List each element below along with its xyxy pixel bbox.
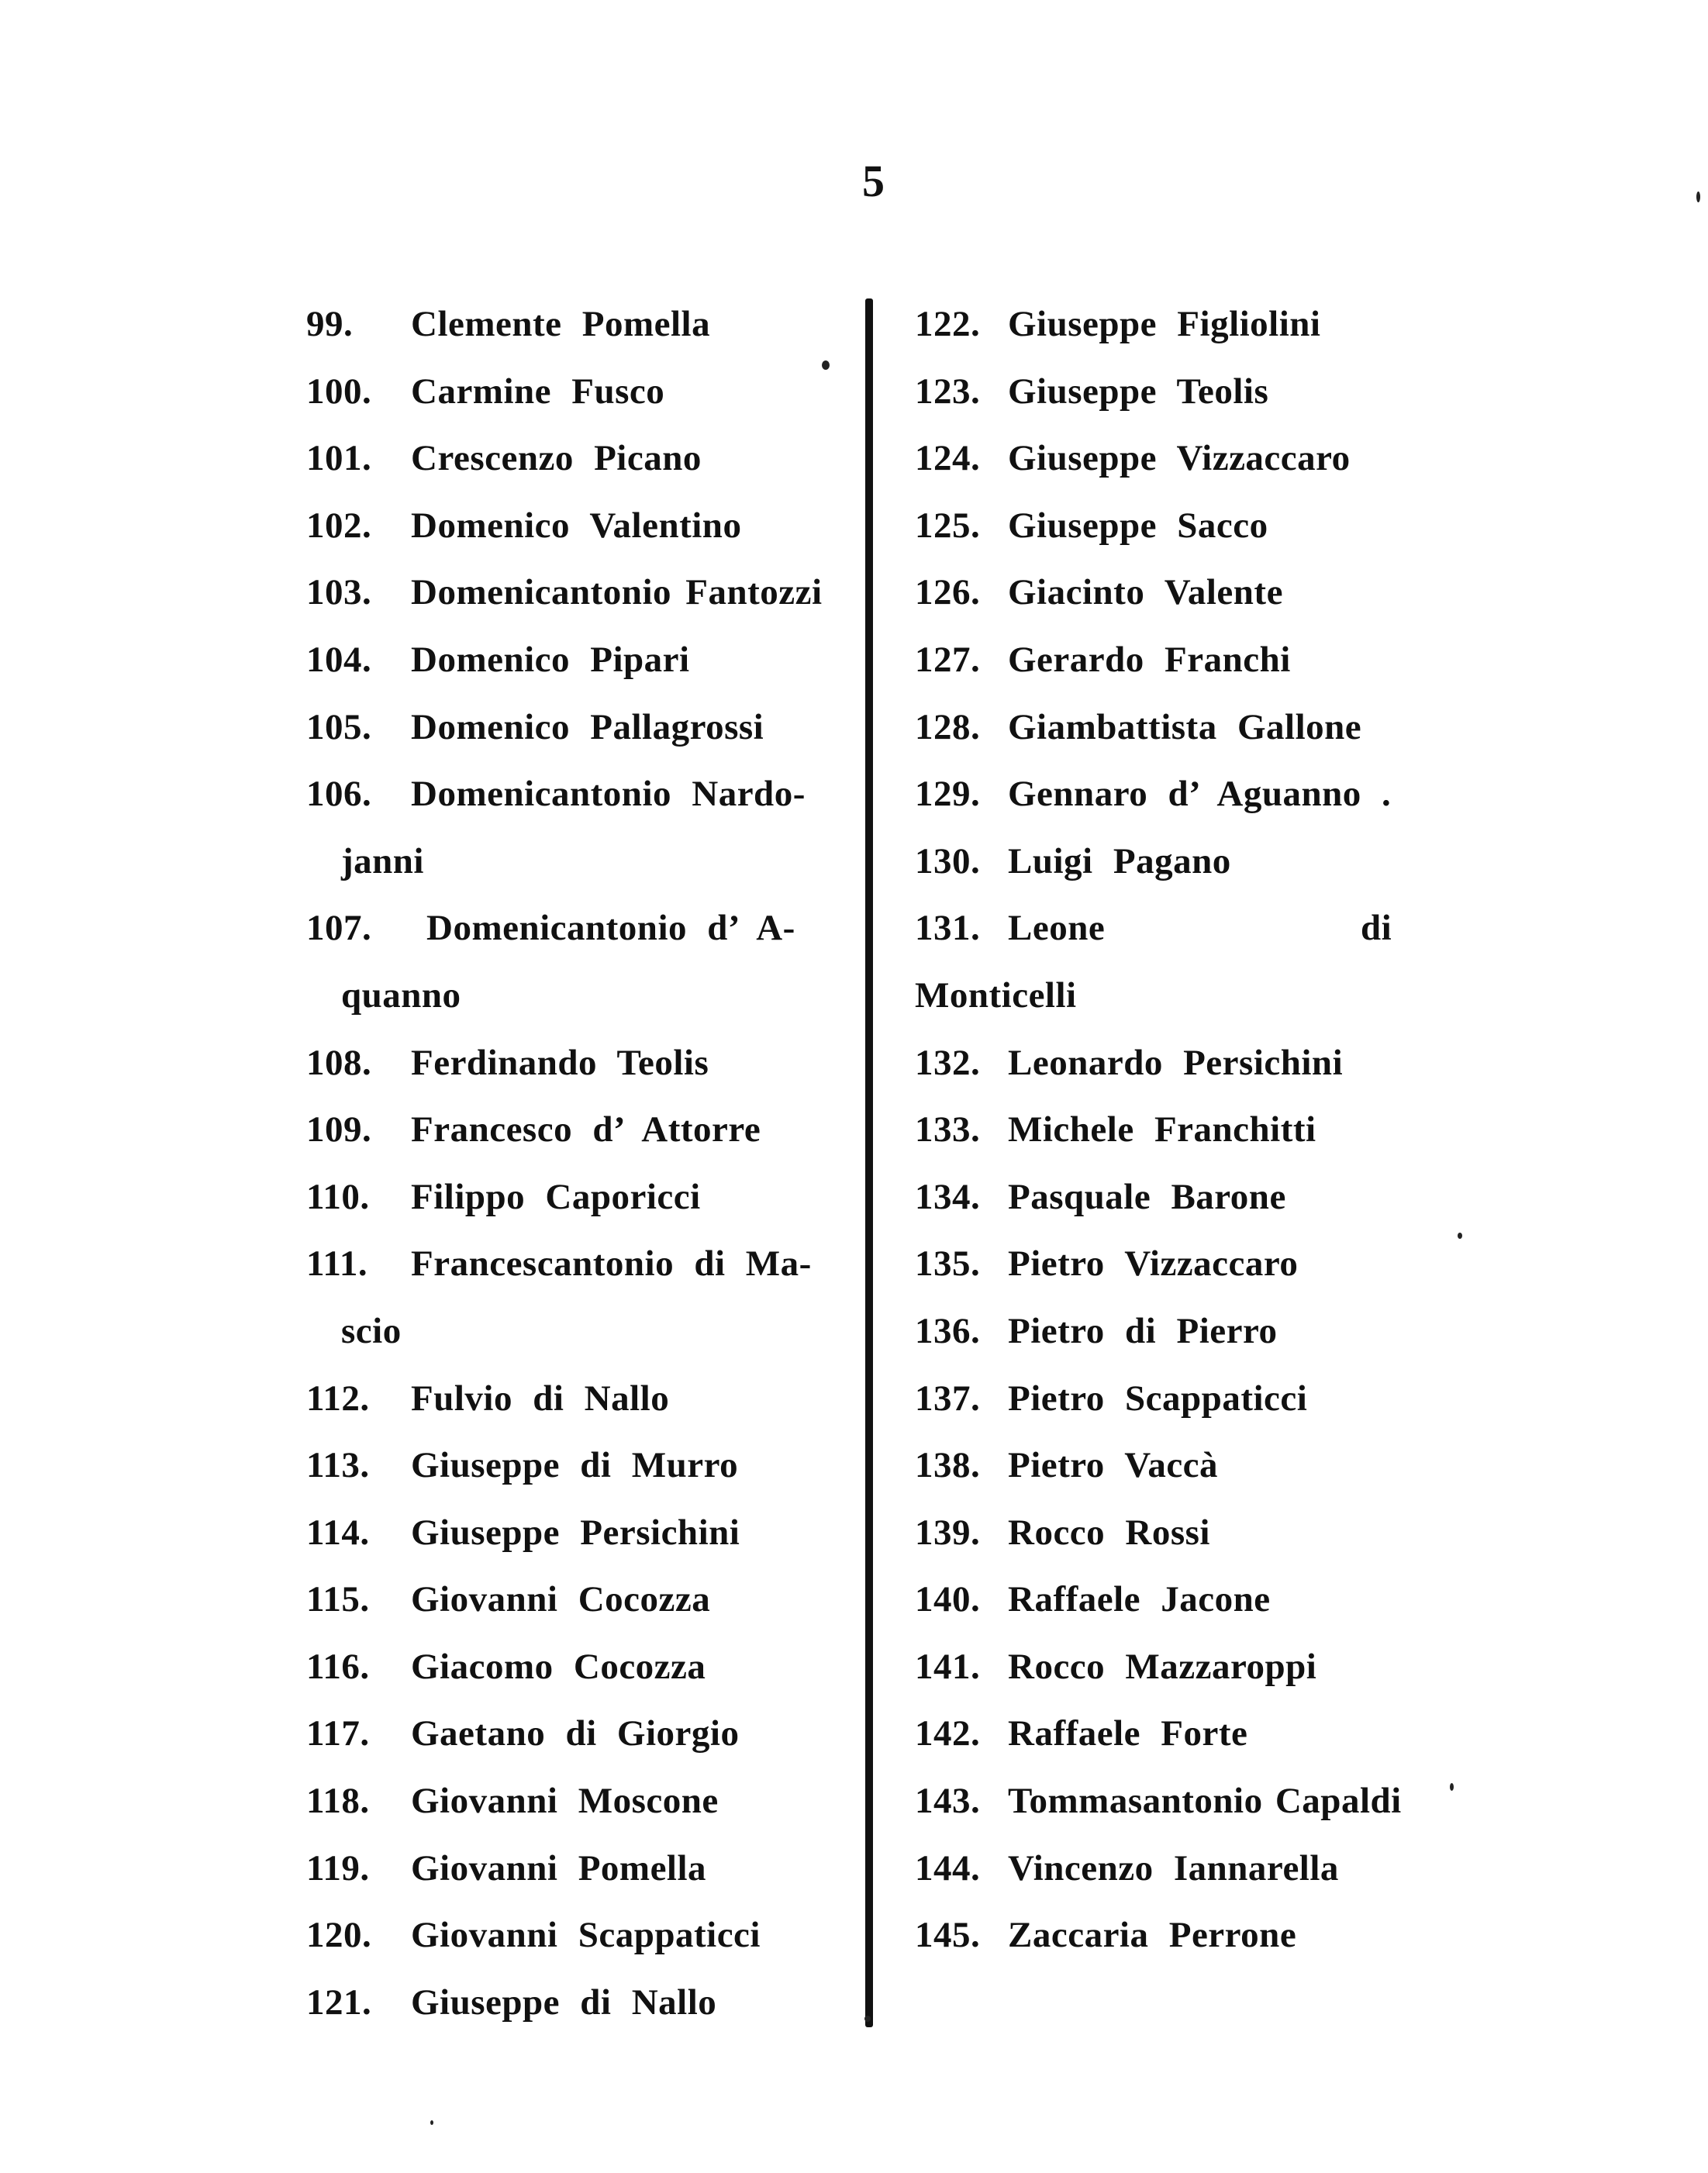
list-item xyxy=(915,1768,1442,1835)
item-name: Fulvio di Nallo xyxy=(411,1378,670,1419)
right-column xyxy=(915,291,1442,1969)
list-item xyxy=(915,1030,1442,1097)
item-name: Giovanni Cocozza xyxy=(411,1579,711,1620)
item-number: 132. xyxy=(915,1042,981,1083)
item-number: 137. xyxy=(915,1378,981,1419)
list-item xyxy=(915,492,1442,560)
item-name: Giacomo Cocozza xyxy=(411,1646,706,1687)
item-number: 110. xyxy=(306,1176,370,1217)
list-item xyxy=(306,1365,849,1433)
list-item xyxy=(306,291,849,358)
list-item xyxy=(306,694,849,761)
item-name: Giacinto Valente xyxy=(1008,572,1283,613)
item-number: 128. xyxy=(915,706,981,747)
list-item xyxy=(915,1902,1442,1969)
list-item xyxy=(306,1499,849,1567)
item-name: Giuseppe di Murro xyxy=(411,1445,739,1486)
item-number: 108. xyxy=(306,1042,372,1083)
item-name: Domenicantonio Fantozzi xyxy=(411,572,823,613)
item-number: 121. xyxy=(306,1982,372,2023)
list-item xyxy=(915,1164,1442,1231)
item-name: Michele Franchitti xyxy=(1008,1109,1316,1150)
list-item xyxy=(306,1768,849,1835)
item-name: Giuseppe Persichini xyxy=(411,1512,740,1553)
page-number: 5 xyxy=(862,156,885,206)
item-name: Pietro di Pierro xyxy=(1008,1310,1278,1351)
item-number: 101. xyxy=(306,438,372,479)
list-item xyxy=(306,559,849,626)
item-number: 115. xyxy=(306,1579,370,1620)
list-item xyxy=(306,1566,849,1633)
item-number: 111. xyxy=(306,1243,368,1285)
item-name: Tommasantonio Capaldi xyxy=(1008,1781,1402,1822)
list-item xyxy=(915,1499,1442,1567)
scan-speck xyxy=(430,2120,433,2125)
list-item xyxy=(915,1096,1442,1164)
item-name: Pietro Vizzaccaro xyxy=(1008,1243,1299,1285)
item-number: 123. xyxy=(915,371,981,412)
list-item xyxy=(915,559,1442,626)
item-name: Luigi Pagano xyxy=(1008,840,1231,881)
column-divider-rule xyxy=(865,298,873,2027)
item-name-first: Leone xyxy=(1008,908,1106,949)
item-name: Domenico Valentino xyxy=(411,505,742,546)
item-number: 133. xyxy=(915,1109,981,1150)
item-name: Rocco Rossi xyxy=(1008,1512,1210,1553)
scan-speck xyxy=(1450,1783,1454,1791)
item-number: 145. xyxy=(915,1915,981,1956)
item-name: Filippo Caporicci xyxy=(411,1176,701,1217)
item-name: Domenicantonio Nardo- xyxy=(411,774,806,815)
list-item xyxy=(306,1230,849,1298)
item-name: Ferdinando Teolis xyxy=(411,1042,709,1083)
item-name: Clemente Pomella xyxy=(411,304,711,344)
item-number: 102. xyxy=(306,505,372,546)
list-item xyxy=(915,1835,1442,1902)
item-number: 109. xyxy=(306,1109,372,1150)
item-number: 135. xyxy=(915,1243,981,1285)
item-name: Rocco Mazzaroppi xyxy=(1008,1646,1317,1687)
item-name: Pietro Scappaticci xyxy=(1008,1378,1308,1419)
item-name: Raffaele Forte xyxy=(1008,1713,1248,1754)
item-name: Giuseppe di Nallo xyxy=(411,1982,717,2023)
item-name: Giuseppe Vizzaccaro xyxy=(1008,438,1351,479)
list-item xyxy=(915,895,1442,962)
list-item xyxy=(306,1633,849,1701)
item-number: 138. xyxy=(915,1445,981,1486)
item-name: Pasquale Barone xyxy=(1008,1176,1286,1217)
list-item-continuation xyxy=(306,1298,849,1365)
list-item-continuation xyxy=(915,962,1442,1030)
list-item xyxy=(915,291,1442,358)
item-number: 142. xyxy=(915,1713,981,1754)
item-name-continuation: janni xyxy=(341,840,424,881)
item-number: 120. xyxy=(306,1915,372,1956)
item-name: Domenicantonio d’ A- xyxy=(426,908,795,949)
scan-speck xyxy=(1696,191,1700,202)
scan-speck xyxy=(864,2016,871,2022)
list-item xyxy=(915,425,1442,492)
item-number: 124. xyxy=(915,438,981,479)
list-item xyxy=(306,1902,849,1969)
item-name: Vincenzo Iannarella xyxy=(1008,1847,1339,1888)
list-item xyxy=(306,1835,849,1902)
item-number: 119. xyxy=(306,1847,370,1888)
list-item xyxy=(306,895,849,962)
item-number: 143. xyxy=(915,1781,981,1822)
item-number: 122. xyxy=(915,304,981,344)
list-item xyxy=(915,761,1442,828)
item-name: Giuseppe Sacco xyxy=(1008,505,1268,546)
list-item-continuation xyxy=(306,962,849,1030)
item-number: 112. xyxy=(306,1378,370,1419)
item-name: Pietro Vaccà xyxy=(1008,1445,1219,1486)
left-column xyxy=(306,291,849,2036)
list-item-continuation xyxy=(306,828,849,895)
list-item xyxy=(306,626,849,694)
list-item xyxy=(915,626,1442,694)
item-number: 129. xyxy=(915,774,981,815)
list-item xyxy=(915,828,1442,895)
item-name: Gennaro d’ Aguanno . xyxy=(1008,774,1392,815)
item-name: Zaccaria Perrone xyxy=(1008,1915,1297,1956)
item-number: 107. xyxy=(306,908,372,949)
list-item xyxy=(915,1365,1442,1433)
list-item xyxy=(915,1700,1442,1768)
item-number: 136. xyxy=(915,1310,981,1351)
item-name-last: di xyxy=(1361,908,1392,949)
item-number: 113. xyxy=(306,1445,370,1486)
item-number: 127. xyxy=(915,639,981,680)
list-item xyxy=(915,1298,1442,1365)
item-number: 144. xyxy=(915,1847,981,1888)
item-number: 118. xyxy=(306,1781,370,1822)
item-number: 114. xyxy=(306,1512,370,1553)
item-number: 126. xyxy=(915,572,981,613)
item-number: 139. xyxy=(915,1512,981,1553)
item-name: Giovanni Scappaticci xyxy=(411,1915,761,1956)
item-number: 141. xyxy=(915,1646,981,1687)
item-number: 117. xyxy=(306,1713,370,1754)
item-number: 116. xyxy=(306,1646,370,1687)
list-item xyxy=(306,425,849,492)
item-name-continuation: Monticelli xyxy=(915,974,1077,1016)
list-item xyxy=(915,1230,1442,1298)
item-name: Giovanni Moscone xyxy=(411,1781,719,1822)
list-item xyxy=(306,492,849,560)
item-number: 125. xyxy=(915,505,981,546)
item-name: Domenico Pipari xyxy=(411,639,690,680)
item-name: Francesco d’ Attorre xyxy=(411,1109,761,1150)
item-number: 100. xyxy=(306,371,372,412)
item-name: Giovanni Pomella xyxy=(411,1847,707,1888)
list-item xyxy=(915,1432,1442,1499)
item-name-continuation: scio xyxy=(341,1310,402,1351)
item-name: Francescantonio di Ma- xyxy=(411,1243,812,1285)
list-item xyxy=(306,1096,849,1164)
list-item xyxy=(306,761,849,828)
item-name: Giuseppe Figliolini xyxy=(1008,304,1321,344)
list-item xyxy=(915,358,1442,426)
item-name: Giambattista Gallone xyxy=(1008,706,1362,747)
item-name: Crescenzo Picano xyxy=(411,438,702,479)
item-number: 131. xyxy=(915,908,981,949)
list-item xyxy=(306,358,849,426)
item-number: 104. xyxy=(306,639,372,680)
list-item xyxy=(306,1164,849,1231)
list-item xyxy=(306,1432,849,1499)
item-name: Carmine Fusco xyxy=(411,371,665,412)
list-item xyxy=(915,1566,1442,1633)
item-name: Domenico Pallagrossi xyxy=(411,706,764,747)
item-number: 134. xyxy=(915,1176,981,1217)
item-number: 99. xyxy=(306,304,354,344)
scan-speck xyxy=(1458,1233,1462,1239)
list-item xyxy=(306,1030,849,1097)
list-item xyxy=(306,1700,849,1768)
item-number: 103. xyxy=(306,572,372,613)
item-name-continuation: quanno xyxy=(341,974,461,1016)
item-name: Leonardo Persichini xyxy=(1008,1042,1344,1083)
item-name: Gerardo Franchi xyxy=(1008,639,1291,680)
scan-speck xyxy=(822,360,830,370)
item-number: 106. xyxy=(306,774,372,815)
list-item xyxy=(306,1969,849,2037)
list-item xyxy=(915,1633,1442,1701)
item-number: 130. xyxy=(915,840,981,881)
list-item xyxy=(915,694,1442,761)
item-number: 105. xyxy=(306,706,372,747)
item-name: Gaetano di Giorgio xyxy=(411,1713,740,1754)
item-name: Raffaele Jacone xyxy=(1008,1579,1271,1620)
item-number: 140. xyxy=(915,1579,981,1620)
item-name: Giuseppe Teolis xyxy=(1008,371,1269,412)
